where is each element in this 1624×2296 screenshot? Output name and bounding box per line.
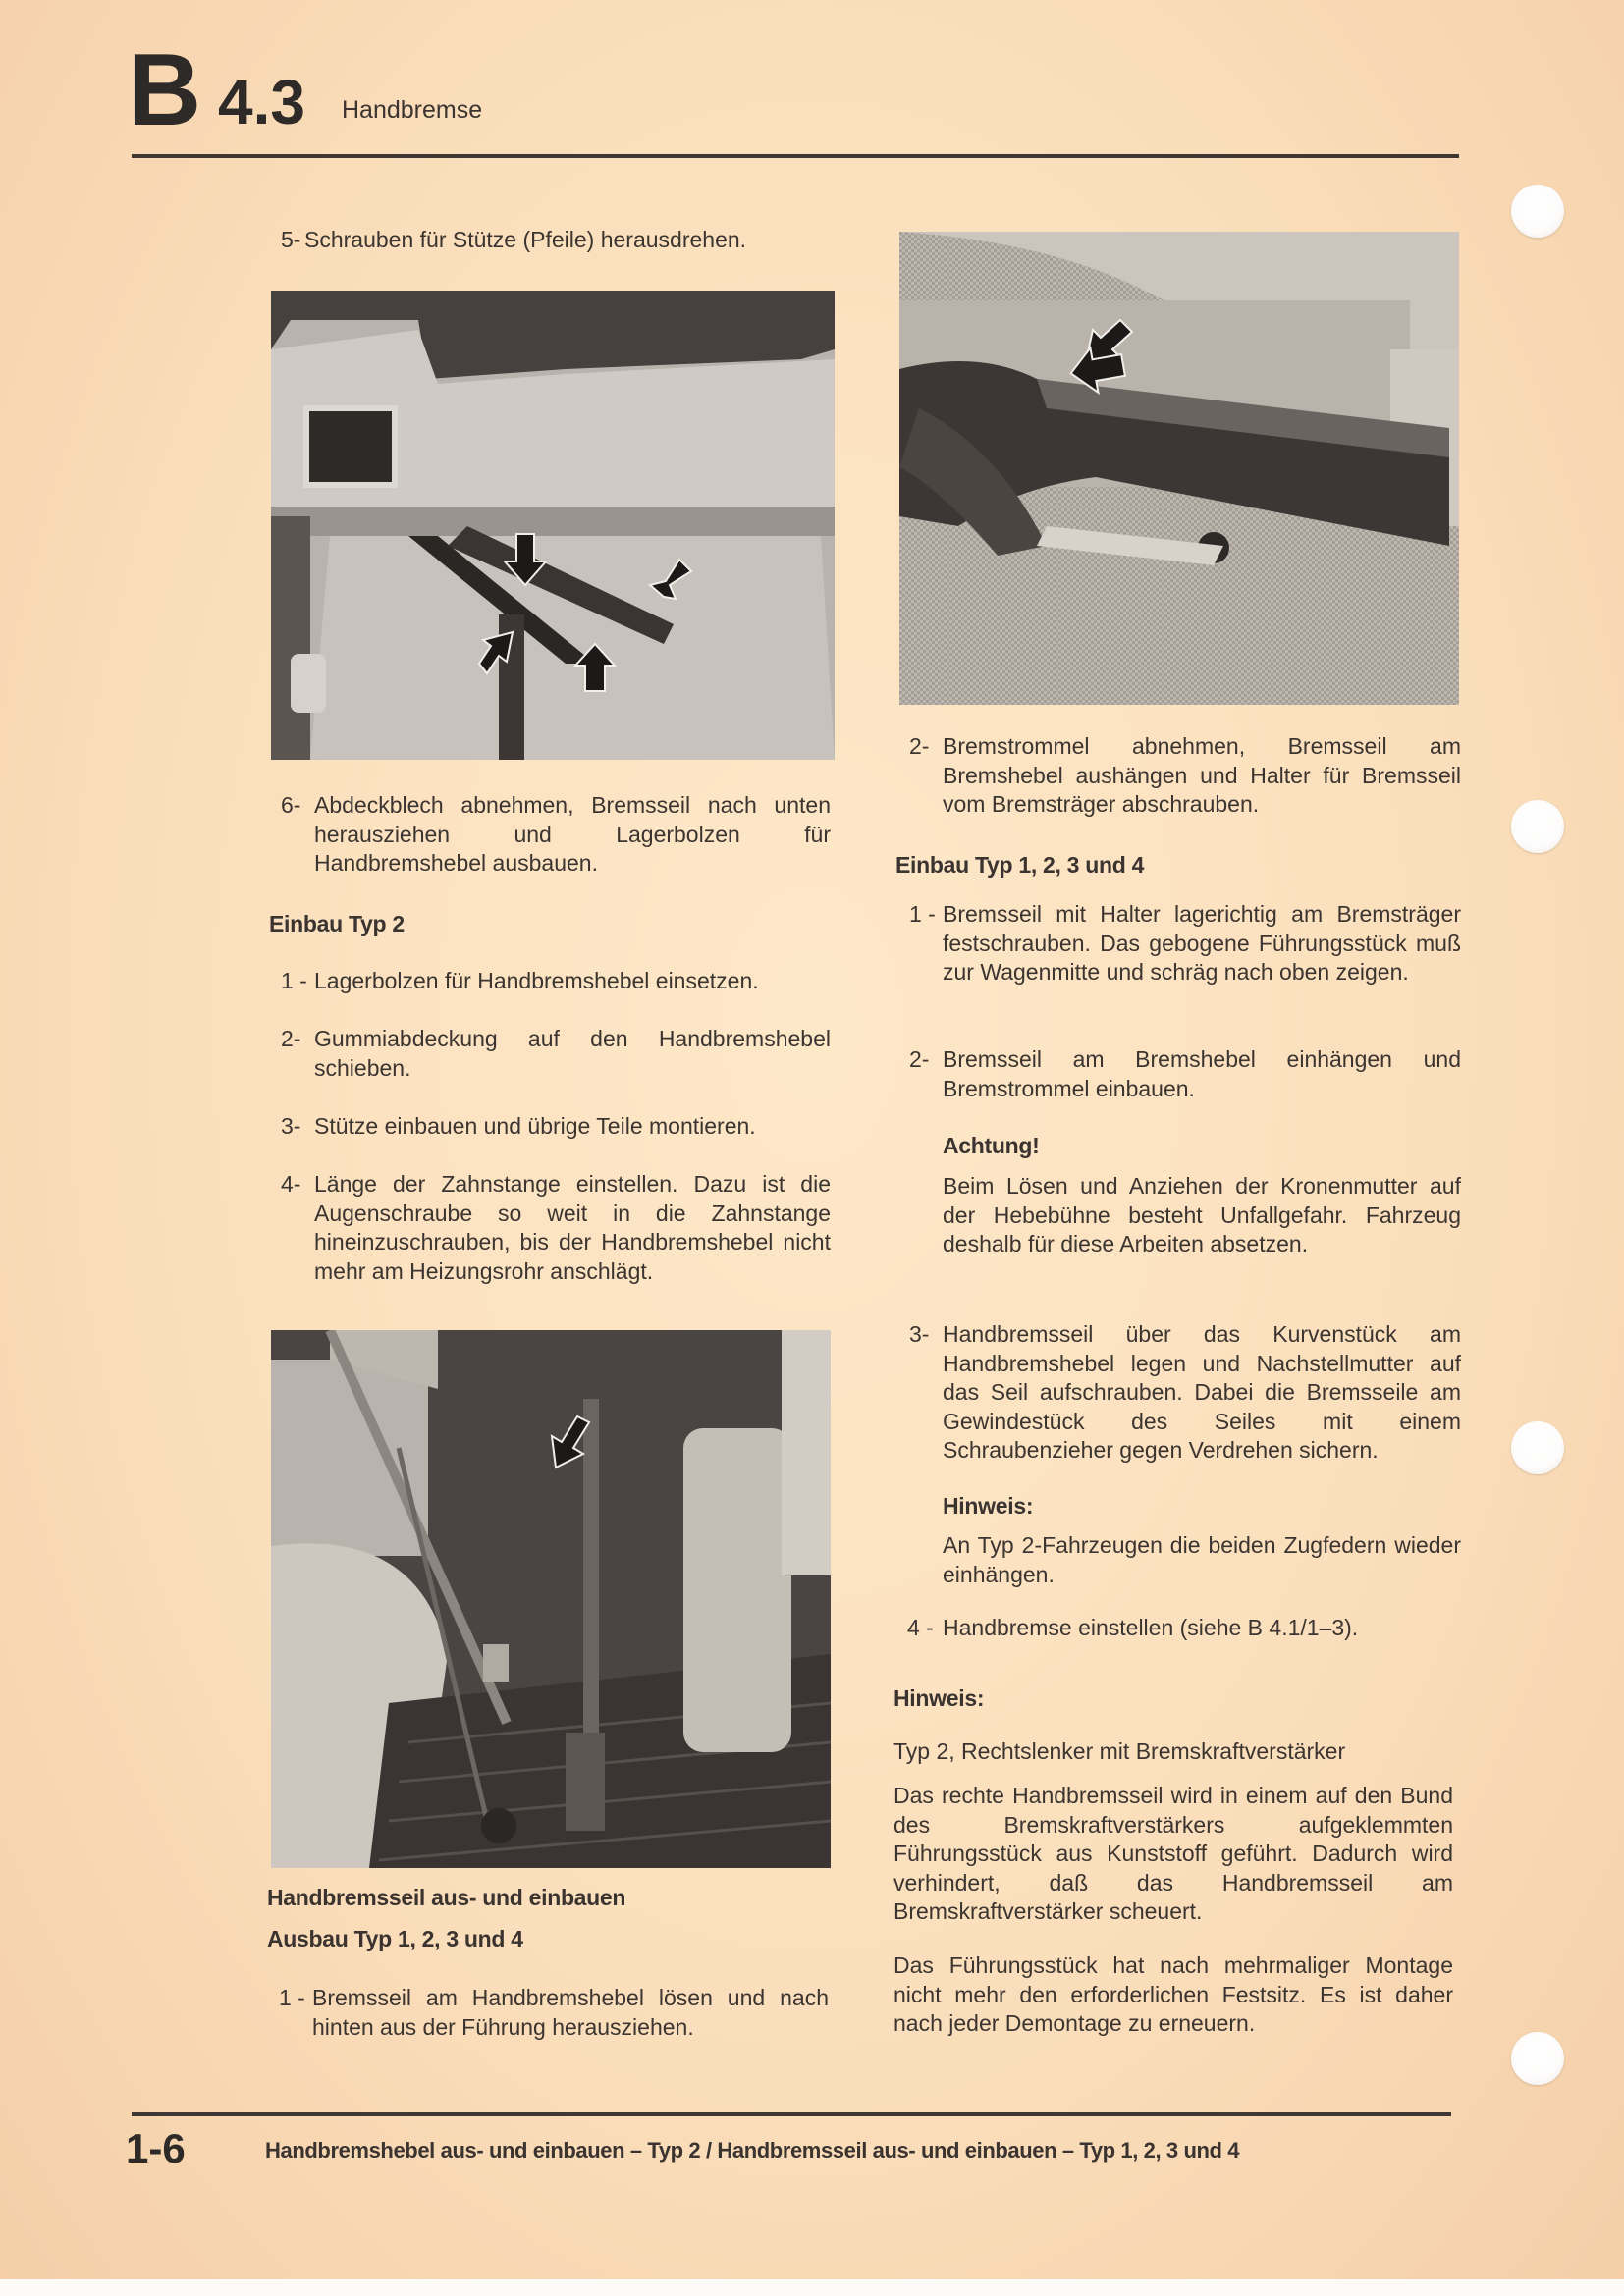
footer-rule (132, 2112, 1451, 2116)
einbau-typ2-step-2: 2- Gummiabdeckung auf den Handbremshebel schieben. (281, 1026, 831, 1081)
heading-einbau-typ1234: Einbau Typ 1, 2, 3 und 4 (895, 852, 1145, 878)
einbau-typ2-step-1: 1 - Lagerbolzen für Handbremshebel einsetzen. (281, 968, 759, 993)
footer-title: Handbremshebel aus- und einbauen – Typ 2 / Handbremsseil aus- und einbauen – Typ 1, 2, 3 und 4 (265, 2138, 1240, 2163)
heading-einbau-typ2: Einbau Typ 2 (269, 911, 405, 936)
hinweis-inner-text: An Typ 2-Fahrzeugen die beiden Zugfedern wieder einhängen. (943, 1532, 1461, 1587)
step-5: 5- Schrauben für Stütze (Pfeile) herausdrehen. (281, 227, 747, 252)
section-number: 4.3 (218, 67, 305, 137)
heading-handbremsseil: Handbremsseil aus- und einbauen (267, 1885, 626, 1910)
achtung-label: Achtung! (943, 1133, 1040, 1158)
page-number: 1-6 (126, 2125, 186, 2171)
photo-lever-support (271, 291, 835, 760)
header-rule (132, 154, 1459, 158)
hinweis-outer-subtitle: Typ 2, Rechtslenker mit Bremskraftverstärker (893, 1738, 1346, 1764)
photo-lever-support-image (271, 291, 835, 760)
hinweis-inner-label: Hinweis: (943, 1493, 1034, 1519)
einbau-step-4: 4 - Handbremse einstellen (siehe B 4.1/1–3). (907, 1615, 1359, 1640)
step-6: 6- Abdeckblech abnehmen, Bremsseil nach unten herausziehen und Lagerbolzen für Handbremshebel ausbauen. (281, 792, 831, 876)
ausbau-step-2: 2- Bremstrommel abnehmen, Bremsseil am Bremshebel aushängen und Halter für Bremsseil vom Bremsträger abschrauben. (909, 733, 1461, 817)
section-letter: B (128, 33, 200, 147)
punch-hole (1511, 185, 1564, 238)
einbau-step-1: 1 - Bremsseil mit Halter lagerichtig am Bremsträger festschrauben. Das gebogene Führungsstück muß zur Wagenmitte und schräg nach oben zeigen. (909, 901, 1461, 985)
photo-footwell (271, 1330, 831, 1868)
hinweis-outer-para1: Das rechte Handbremsseil wird in einem auf den Bund des Bremskraftverstärkers aufgeklemmten Führungsstück aus Kunststoff geführt. Dadurch wird verhindert, daß das Handbremsseil am Bremskraftverstärker scheuert. (893, 1783, 1453, 1924)
einbau-step-3: 3- Handbremsseil über das Kurvenstück am Handbremshebel legen und Nachstellmutter auf das Seil aufschrauben. Dabei die Bremsseile am Gewindestück des Seiles mit einem Schraubenzieher gegen Verdrehen sichern. (909, 1321, 1461, 1463)
punch-hole (1511, 2032, 1564, 2085)
punch-hole (1511, 800, 1564, 853)
section-title: Handbremse (342, 96, 483, 124)
hinweis-outer-para2: Das Führungsstück hat nach mehrmaliger Montage nicht mehr den erforderlichen Festsitz. Es ist daher nach jeder Demontage zu erneuern. (893, 1952, 1453, 2036)
einbau-step-2: 2- Bremsseil am Bremshebel einhängen und Bremstrommel einbauen. (909, 1046, 1461, 1101)
einbau-typ2-step-4: 4- Länge der Zahnstange einstellen. Dazu ist die Augenschraube so weit in die Zahnstange hineinzuschrauben, bis der Handbremshebel nicht mehr am Heizungsrohr anschlägt. (281, 1171, 831, 1284)
ausbau-step-1: 1 - Bremsseil am Handbremshebel lösen und nach hinten aus der Führung herausziehen. (279, 1985, 829, 2040)
heading-ausbau: Ausbau Typ 1, 2, 3 und 4 (267, 1926, 523, 1951)
punch-hole (1511, 1421, 1564, 1474)
achtung-text: Beim Lösen und Anziehen der Kronenmutter auf der Hebebühne besteht Unfallgefahr. Fahrzeug deshalb für diese Arbeiten absetzen. (943, 1173, 1461, 1256)
photo-lever-cable-guide (899, 232, 1459, 705)
photo-lever-cable-guide-image (899, 232, 1459, 705)
photo-footwell-image (271, 1330, 831, 1868)
hinweis-outer-label: Hinweis: (893, 1685, 985, 1711)
einbau-typ2-step-3: 3- Stütze einbauen und übrige Teile montieren. (281, 1113, 756, 1139)
